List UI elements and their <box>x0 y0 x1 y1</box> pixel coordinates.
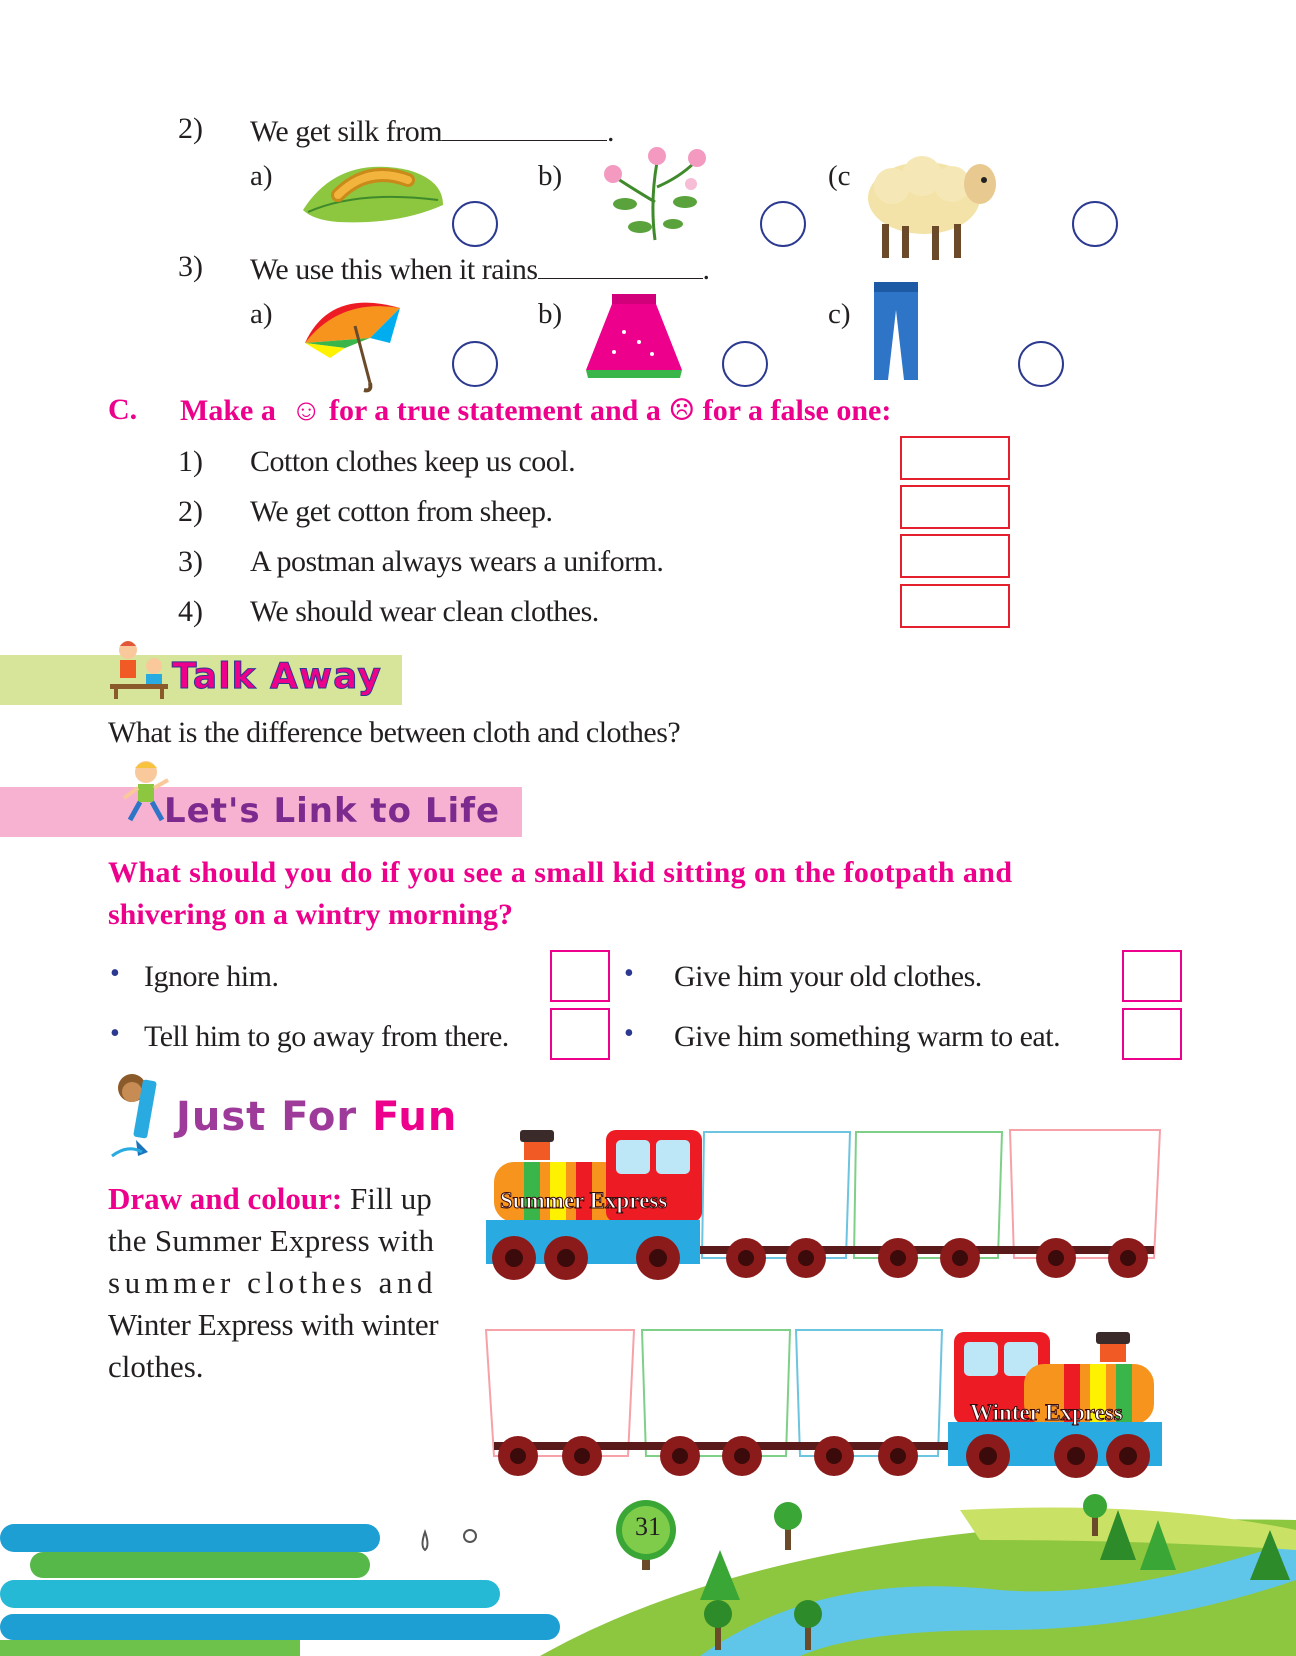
talk-away-question: What is the difference between cloth and clothes? <box>108 716 681 749</box>
statement-4-number: 4) <box>178 595 203 628</box>
section-c-part1: Make a <box>180 394 276 427</box>
children-talking-icon <box>106 638 172 700</box>
fun-line-4: Winter Express with winter <box>108 1307 439 1342</box>
summer-wagon-1[interactable] <box>702 1132 850 1258</box>
link-question-line1: What should you do if you see a small kid sitting on the footpath and <box>108 856 1013 889</box>
q2-answer-a-circle[interactable] <box>452 201 498 247</box>
winter-wagon-3[interactable] <box>796 1330 942 1456</box>
frown-icon: ☹ <box>668 394 696 427</box>
winter-wagon-1[interactable] <box>486 1330 634 1456</box>
link-to-life-title: Let's Link to Life <box>164 791 501 831</box>
winter-express-label: Winter Express <box>970 1400 1123 1425</box>
bullet-4: • <box>624 1018 634 1049</box>
q3-answer-a-circle[interactable] <box>452 341 498 387</box>
link-question-line2: shivering on a wintry morning? <box>108 898 514 931</box>
option-3-text: Give him your old clothes. <box>674 960 982 993</box>
bullet-3: • <box>624 958 634 989</box>
fun-label: Draw and colour: <box>108 1181 343 1216</box>
q3-blank[interactable] <box>538 250 703 279</box>
statement-3-text: A postman always wears a uniform. <box>250 545 664 578</box>
statement-4-answer-box[interactable] <box>900 584 1010 628</box>
winter-wagon-2[interactable] <box>642 1330 790 1456</box>
q2-text-label: We get silk from <box>250 115 443 148</box>
fun-line-3: summer clothes and <box>108 1265 437 1300</box>
umbrella-image <box>300 288 410 394</box>
q3-end: . <box>702 253 710 286</box>
option-3-checkbox[interactable] <box>1122 950 1182 1002</box>
summer-wagon-2[interactable] <box>854 1132 1002 1258</box>
cotton-plant-image <box>595 142 715 242</box>
summer-express-label: Summer Express <box>500 1188 668 1213</box>
fun-line-2: the Summer Express with <box>108 1223 435 1258</box>
section-c-part2: for a true statement and a <box>328 394 661 427</box>
q2-end: . <box>607 115 615 148</box>
sheep-image <box>862 146 1004 264</box>
leaf-caterpillar-image <box>298 150 448 230</box>
jeans-image <box>866 280 926 382</box>
page-number: 31 <box>635 1512 661 1541</box>
bullet-1: • <box>110 958 120 989</box>
fun-line-5: clothes. <box>108 1349 204 1384</box>
option-1-text: Ignore him. <box>144 960 279 993</box>
fun-line-1 <box>108 1178 460 1220</box>
q2-option-b-label: b) <box>538 160 563 192</box>
footer-decoration <box>0 1480 1296 1656</box>
option-4-text: Give him something warm to eat. <box>674 1020 1061 1053</box>
just-for-fun-title <box>176 1094 457 1140</box>
statement-4-text: We should wear clean clothes. <box>250 595 599 628</box>
q2-answer-c-circle[interactable] <box>1072 201 1118 247</box>
fun-instructions <box>108 1178 460 1388</box>
q3-option-a-label: a) <box>250 298 273 330</box>
statement-2-number: 2) <box>178 495 203 528</box>
q3-answer-c-circle[interactable] <box>1018 341 1064 387</box>
statement-3-answer-box[interactable] <box>900 534 1010 578</box>
statement-1-text: Cotton clothes keep us cool. <box>250 445 576 478</box>
q2-blank[interactable] <box>442 112 607 141</box>
just-for-fun-title-a: Just For <box>176 1094 373 1140</box>
option-2-text: Tell him to go away from there. <box>144 1020 509 1053</box>
statement-2-answer-box[interactable] <box>900 485 1010 529</box>
option-1-checkbox[interactable] <box>550 950 610 1002</box>
q2-number: 2) <box>178 112 203 145</box>
q3-number: 3) <box>178 250 203 283</box>
fun-line1-text: Fill up <box>349 1181 432 1216</box>
option-2-checkbox[interactable] <box>550 1008 610 1060</box>
q3-text-label: We use this when it rains <box>250 253 538 286</box>
summer-wagon-3[interactable] <box>1010 1130 1160 1258</box>
section-c-heading <box>180 393 891 428</box>
q2-option-a-label: a) <box>250 160 273 192</box>
statement-1-number: 1) <box>178 445 203 478</box>
just-for-fun-title-b: Fun <box>372 1094 458 1140</box>
smiley-icon: ☺ <box>290 394 322 427</box>
statement-3-number: 3) <box>178 545 203 578</box>
q3-answer-b-circle[interactable] <box>722 341 768 387</box>
q2-answer-b-circle[interactable] <box>760 201 806 247</box>
option-4-checkbox[interactable] <box>1122 1008 1182 1060</box>
talk-away-title: Talk Away <box>172 656 382 697</box>
section-c-letter: C. <box>108 393 138 426</box>
statement-2-text: We get cotton from sheep. <box>250 495 553 528</box>
q3-option-b-label: b) <box>538 298 563 330</box>
skirt-image <box>584 292 684 380</box>
crayon-kid-icon <box>108 1072 166 1158</box>
section-c-part3: for a false one: <box>702 394 892 427</box>
statement-1-answer-box[interactable] <box>900 436 1010 480</box>
q3-option-c-label: c) <box>828 298 851 330</box>
q2-option-c-label: (c <box>828 160 851 192</box>
q2-text <box>250 112 614 149</box>
bullet-2: • <box>110 1018 120 1049</box>
q3-text <box>250 250 710 287</box>
